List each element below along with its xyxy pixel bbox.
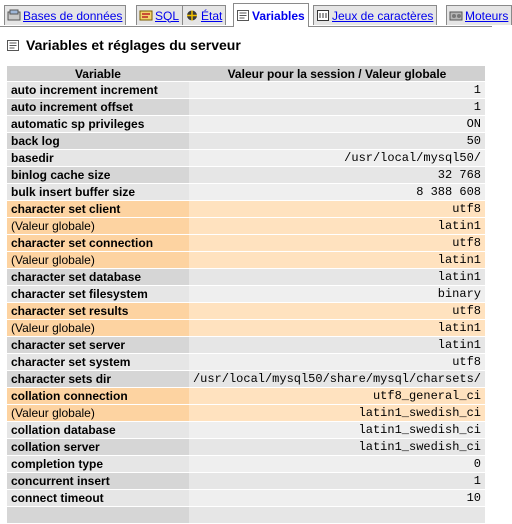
variable-value: binary [189, 286, 485, 302]
tab-engines-label: Moteurs [465, 8, 509, 23]
charsets-icon [316, 9, 330, 22]
tab-variables-label: Variables [252, 8, 305, 23]
table-row [7, 490, 485, 506]
table-row [7, 201, 485, 217]
variables-table-body [7, 82, 485, 523]
variable-name: basedir [7, 150, 189, 166]
status-icon [185, 9, 199, 22]
variable-name: character set system [7, 354, 189, 370]
table-row [7, 439, 485, 455]
variable-value: 1 [189, 473, 485, 489]
table-row [7, 303, 485, 319]
variable-value: 1 [189, 99, 485, 115]
tab-variables[interactable] [233, 3, 309, 27]
table-row [7, 456, 485, 472]
table-row [7, 167, 485, 183]
variable-name: auto increment offset [7, 99, 189, 115]
table-row [7, 405, 485, 421]
variable-name: binlog cache size [7, 167, 189, 183]
tab-status[interactable] [182, 5, 226, 25]
variable-name: collation connection [7, 388, 189, 404]
table-row [7, 116, 485, 132]
variable-value: 32 768 [189, 167, 485, 183]
variables-icon [6, 39, 20, 52]
table-row [7, 286, 485, 302]
variable-value: latin1_swedish_ci [189, 422, 485, 438]
tab-charsets-label: Jeux de caractères [332, 8, 434, 23]
table-row [7, 184, 485, 200]
variable-value: utf8 [189, 303, 485, 319]
variable-name: character set results [7, 303, 189, 319]
variable-value: 50 [189, 133, 485, 149]
global-value-label: (Valeur globale) [7, 218, 189, 234]
table-row [7, 133, 485, 149]
table-row [7, 473, 485, 489]
variable-name: character set client [7, 201, 189, 217]
page-title-text: Variables et réglages du serveur [26, 37, 241, 53]
column-header-variable: Variable [7, 66, 189, 81]
table-row [7, 218, 485, 234]
variable-value: latin1 [189, 269, 485, 285]
variable-name: character set server [7, 337, 189, 353]
variable-name: character sets dir [7, 371, 189, 387]
tab-sql[interactable] [136, 5, 183, 25]
variable-name: connect timeout [7, 490, 189, 506]
table-row [7, 371, 485, 387]
variable-name: character set filesystem [7, 286, 189, 302]
sql-icon [139, 9, 153, 22]
variables-icon [236, 9, 250, 22]
variable-name: collation database [7, 422, 189, 438]
table-row [7, 269, 485, 285]
variable-value: 10 [189, 490, 485, 506]
variable-value: /usr/local/mysql50/ [189, 150, 485, 166]
variable-name: back log [7, 133, 189, 149]
variable-value: 0 [189, 456, 485, 472]
page-title [6, 37, 241, 53]
tab-bar [0, 0, 509, 27]
variable-value: /usr/local/mysql50/share/mysql/charsets/ [189, 371, 485, 387]
table-row [7, 388, 485, 404]
variable-name: bulk insert buffer size [7, 184, 189, 200]
variable-value: latin1 [189, 218, 485, 234]
tab-status-label: État [201, 8, 223, 23]
variable-value: latin1 [189, 320, 485, 336]
global-value-label: (Valeur globale) [7, 320, 189, 336]
tab-engines[interactable] [446, 5, 512, 25]
table-row [7, 235, 485, 251]
variable-value: ON [189, 116, 485, 132]
variable-name: auto increment increment [7, 82, 189, 98]
variables-table [7, 65, 485, 524]
databases-icon [7, 9, 21, 22]
table-row [7, 99, 485, 115]
table-row [7, 252, 485, 268]
global-value-label: (Valeur globale) [7, 252, 189, 268]
table-row [7, 82, 485, 98]
variable-name: character set connection [7, 235, 189, 251]
variable-name: concurrent insert [7, 473, 189, 489]
variable-name: completion type [7, 456, 189, 472]
variable-value: utf8 [189, 201, 485, 217]
variable-name: automatic sp privileges [7, 116, 189, 132]
variable-value: 8 388 608 [189, 184, 485, 200]
variable-value: utf8_general_ci [189, 388, 485, 404]
tab-sql-label: SQL [155, 8, 180, 23]
variable-value: utf8 [189, 235, 485, 251]
tab-charsets[interactable] [313, 5, 437, 25]
engines-icon [449, 9, 463, 22]
variable-value: utf8 [189, 354, 485, 370]
column-header-value: Valeur pour la session / Valeur globale [189, 66, 485, 81]
table-row [7, 507, 485, 523]
variable-value: latin1_swedish_ci [189, 439, 485, 455]
variable-value: latin1 [189, 252, 485, 268]
table-header-row [7, 66, 485, 81]
tab-databases[interactable] [4, 5, 126, 25]
variable-value: latin1_swedish_ci [189, 405, 485, 421]
table-row [7, 320, 485, 336]
variable-name: collation server [7, 439, 189, 455]
variable-value [189, 507, 485, 523]
table-row [7, 422, 485, 438]
variable-name: character set database [7, 269, 189, 285]
variable-value: 1 [189, 82, 485, 98]
table-row [7, 337, 485, 353]
table-row [7, 354, 485, 370]
table-row [7, 150, 485, 166]
tab-databases-label: Bases de données [23, 8, 123, 23]
variable-value: latin1 [189, 337, 485, 353]
global-value-label: (Valeur globale) [7, 405, 189, 421]
variable-name [7, 507, 189, 523]
